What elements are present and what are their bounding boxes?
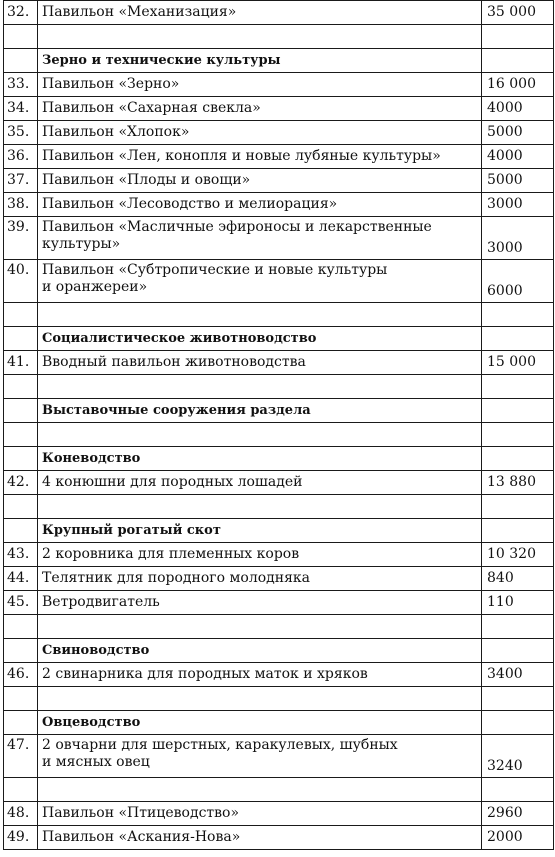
pavilion-name-cell <box>38 217 482 260</box>
pavilion-name-cell: 2 свинарника для породных маток и хряков <box>38 663 482 687</box>
row-number-cell <box>4 447 38 471</box>
area-value-cell <box>482 711 554 735</box>
area-value-cell: 3240 <box>482 735 554 778</box>
table-row <box>4 567 554 591</box>
area-value-cell: 3000 <box>482 217 554 260</box>
row-number-cell <box>4 25 38 49</box>
row-number-cell <box>4 615 38 639</box>
pavilion-name-cell: Павильон «Птицеводство» <box>38 802 482 826</box>
section-heading: Овцеводство <box>38 711 482 735</box>
pavilion-name-cell: Ветродвигатель <box>38 591 482 615</box>
area-value-cell <box>482 615 554 639</box>
table-row <box>4 97 554 121</box>
row-number-cell <box>4 399 38 423</box>
pavilion-name-line: Павильон «Масличные эфироносы и лекарственные <box>42 219 432 235</box>
section-heading-row <box>4 327 554 351</box>
section-heading: Крупный рогатый скот <box>38 519 482 543</box>
row-number-cell: 35. <box>4 121 38 145</box>
row-number-cell: 49. <box>4 826 38 850</box>
row-number-cell: 44. <box>4 567 38 591</box>
area-value-cell <box>482 375 554 399</box>
area-value-cell <box>482 687 554 711</box>
table-row <box>4 121 554 145</box>
pavilion-area-table <box>3 0 554 850</box>
area-value-cell <box>482 49 554 73</box>
section-heading: Зерно и технические культуры <box>38 49 482 73</box>
table-row <box>4 1 554 25</box>
area-value-cell: 35 000 <box>482 1 554 25</box>
table-row <box>4 543 554 567</box>
table-row <box>4 260 554 303</box>
row-number-cell: 48. <box>4 802 38 826</box>
row-number-cell: 33. <box>4 73 38 97</box>
area-value-cell <box>482 639 554 663</box>
table-row <box>4 351 554 375</box>
row-number-cell <box>4 375 38 399</box>
row-number-cell <box>4 495 38 519</box>
row-number-cell: 40. <box>4 260 38 303</box>
section-heading: Свиноводство <box>38 639 482 663</box>
area-value-cell <box>482 495 554 519</box>
section-heading: Коневодство <box>38 447 482 471</box>
row-number-cell <box>4 49 38 73</box>
pavilion-name-cell: Павильон «Зерно» <box>38 73 482 97</box>
pavilion-name-line: и мясных овец <box>42 754 150 770</box>
section-heading-row <box>4 711 554 735</box>
area-value-cell: 3000 <box>482 193 554 217</box>
row-number-cell: 37. <box>4 169 38 193</box>
area-value-cell <box>482 778 554 802</box>
area-value-cell <box>482 423 554 447</box>
table-row <box>4 802 554 826</box>
area-value-cell: 2000 <box>482 826 554 850</box>
spacer-row <box>4 495 554 519</box>
area-value-cell <box>482 327 554 351</box>
spacer-row <box>4 615 554 639</box>
pavilion-name-cell: Вводный павильон животноводства <box>38 351 482 375</box>
section-heading: Выставочные сооружения раздела <box>38 399 482 423</box>
section-heading-row <box>4 519 554 543</box>
row-number-cell: 45. <box>4 591 38 615</box>
area-value-cell <box>482 303 554 327</box>
area-value-cell: 13 880 <box>482 471 554 495</box>
area-value-cell: 4000 <box>482 97 554 121</box>
row-number-cell <box>4 327 38 351</box>
pavilion-name-cell: 4 конюшни для породных лошадей <box>38 471 482 495</box>
area-value-cell: 6000 <box>482 260 554 303</box>
spacer-row <box>4 687 554 711</box>
area-value-cell: 2960 <box>482 802 554 826</box>
area-value-cell <box>482 447 554 471</box>
pavilion-name-cell: Павильон «Хлопок» <box>38 121 482 145</box>
table-row <box>4 471 554 495</box>
pavilion-name-line: 2 овчарни для шерстных, каракулевых, шубных <box>42 737 398 753</box>
pavilion-name-cell: Павильон «Лесоводство и мелиорация» <box>38 193 482 217</box>
empty-cell <box>38 303 482 327</box>
row-number-cell <box>4 687 38 711</box>
area-value-cell <box>482 399 554 423</box>
area-value-cell: 10 320 <box>482 543 554 567</box>
row-number-cell: 46. <box>4 663 38 687</box>
row-number-cell <box>4 711 38 735</box>
table-row <box>4 663 554 687</box>
table-row <box>4 193 554 217</box>
area-value-cell: 110 <box>482 591 554 615</box>
row-number-cell: 42. <box>4 471 38 495</box>
row-number-cell <box>4 303 38 327</box>
area-value-cell: 5000 <box>482 121 554 145</box>
table-row <box>4 217 554 260</box>
section-heading-row <box>4 49 554 73</box>
table-row <box>4 73 554 97</box>
spacer-row <box>4 25 554 49</box>
empty-cell <box>38 778 482 802</box>
pavilion-name-cell: Павильон «Механизация» <box>38 1 482 25</box>
table-row <box>4 735 554 778</box>
spacer-row <box>4 375 554 399</box>
empty-cell <box>38 25 482 49</box>
area-value-cell: 16 000 <box>482 73 554 97</box>
pavilion-name-line: культуры» <box>42 236 121 252</box>
section-heading-row <box>4 639 554 663</box>
pavilion-name-line: и оранжереи» <box>42 279 148 295</box>
row-number-cell <box>4 639 38 663</box>
pavilion-name-cell <box>38 735 482 778</box>
area-value-cell: 840 <box>482 567 554 591</box>
spacer-row <box>4 778 554 802</box>
table-row <box>4 169 554 193</box>
row-number-cell: 34. <box>4 97 38 121</box>
empty-cell <box>38 615 482 639</box>
row-number-cell: 39. <box>4 217 38 260</box>
row-number-cell <box>4 519 38 543</box>
row-number-cell: 36. <box>4 145 38 169</box>
pavilion-name-cell: Телятник для породного молодняка <box>38 567 482 591</box>
area-value-cell: 5000 <box>482 169 554 193</box>
empty-cell <box>38 375 482 399</box>
pavilion-name-cell: Павильон «Сахарная свекла» <box>38 97 482 121</box>
pavilion-name-cell: Павильон «Аскания-Нова» <box>38 826 482 850</box>
area-value-cell: 3400 <box>482 663 554 687</box>
table-row <box>4 826 554 850</box>
row-number-cell <box>4 778 38 802</box>
spacer-row <box>4 423 554 447</box>
row-number-cell <box>4 423 38 447</box>
row-number-cell: 32. <box>4 1 38 25</box>
area-value-cell: 15 000 <box>482 351 554 375</box>
pavilion-name-cell: Павильон «Плоды и овощи» <box>38 169 482 193</box>
area-value-cell <box>482 519 554 543</box>
pavilion-name-cell: Павильон «Лен, конопля и новые лубяные культуры» <box>38 145 482 169</box>
area-value-cell <box>482 25 554 49</box>
spacer-row <box>4 303 554 327</box>
pavilion-name-cell: 2 коровника для племенных коров <box>38 543 482 567</box>
section-heading: Социалистическое животноводство <box>38 327 482 351</box>
empty-cell <box>38 495 482 519</box>
empty-cell <box>38 423 482 447</box>
empty-cell <box>38 687 482 711</box>
table-row <box>4 145 554 169</box>
row-number-cell: 47. <box>4 735 38 778</box>
pavilion-name-cell <box>38 260 482 303</box>
table-row <box>4 591 554 615</box>
pavilion-name-line: Павильон «Субтропические и новые культуры <box>42 262 388 278</box>
section-heading-row <box>4 399 554 423</box>
area-value-cell: 4000 <box>482 145 554 169</box>
row-number-cell: 38. <box>4 193 38 217</box>
row-number-cell: 41. <box>4 351 38 375</box>
row-number-cell: 43. <box>4 543 38 567</box>
section-heading-row <box>4 447 554 471</box>
table-body <box>4 1 554 850</box>
